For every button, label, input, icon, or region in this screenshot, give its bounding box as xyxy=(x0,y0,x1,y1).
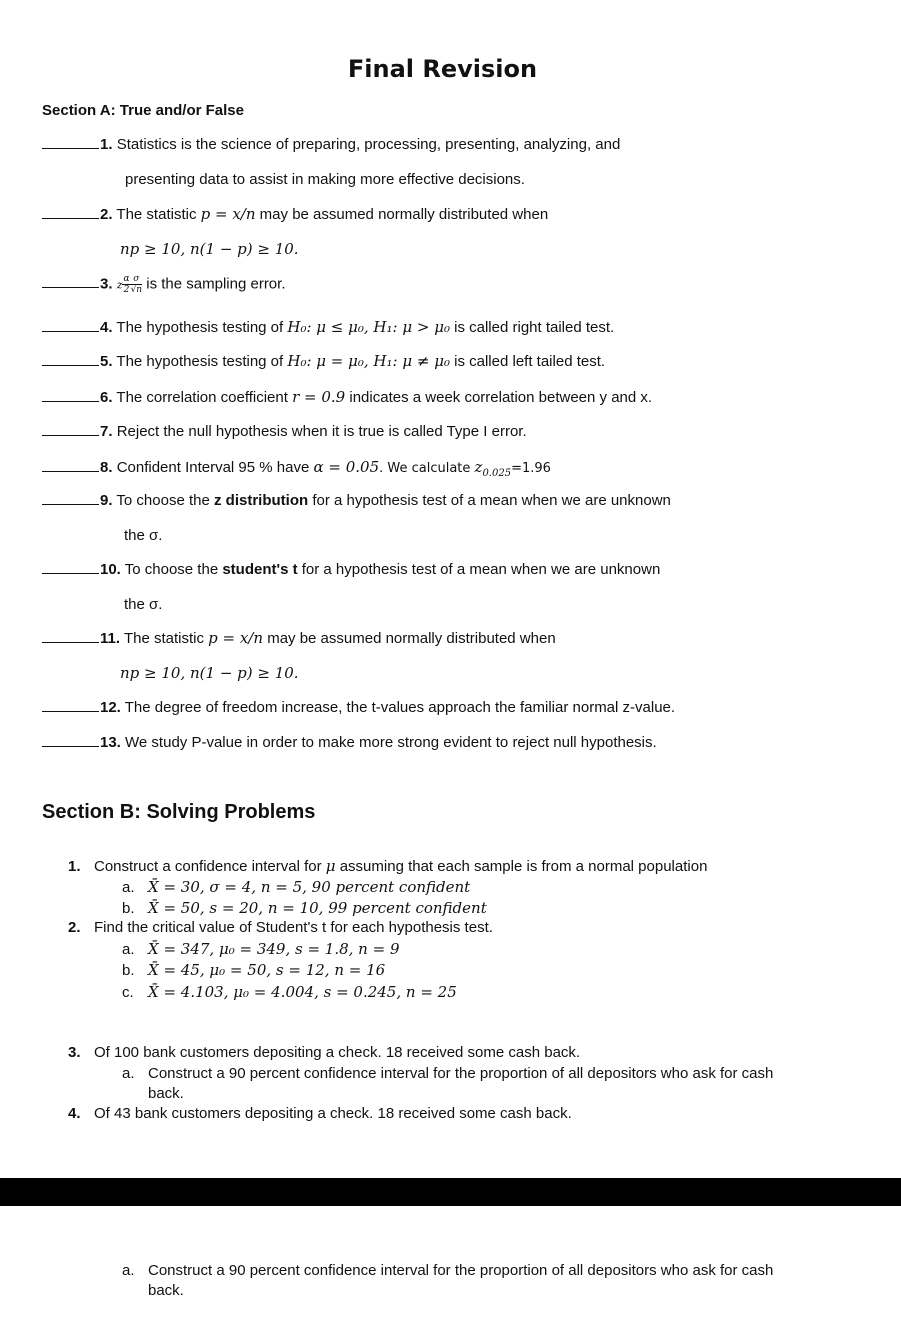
problem-2: 2. Find the critical value of Student's t for each hypothesis test. xyxy=(68,919,493,936)
alpha-over-two: $\frac{\alpha}{2}$ xyxy=(123,274,130,295)
answer-blank[interactable] xyxy=(42,710,99,712)
answer-blank[interactable] xyxy=(42,503,99,505)
question-1-continuation: presenting data to assist in making more effective decisions. xyxy=(125,171,525,188)
question-12: 12. The degree of freedom increase, the t-values approach the familiar normal z-value. xyxy=(42,699,675,716)
answer-blank[interactable] xyxy=(42,217,99,219)
answer-blank[interactable] xyxy=(42,470,99,472)
answer-blank[interactable] xyxy=(42,147,99,149)
answer-blank[interactable] xyxy=(42,572,99,574)
answer-blank[interactable] xyxy=(42,434,99,436)
problem-3a: a. Construct a 90 percent confidence interval for the proportion of all depositors who ask for cash xyxy=(122,1065,774,1082)
answer-blank[interactable] xyxy=(42,400,99,402)
question-2-continuation: np ≥ 10, n(1 − p) ≥ 10. xyxy=(120,240,299,258)
problem-2b: b. X̄ = 45, μ₀ = 50, s = 12, n = 16 xyxy=(122,961,386,979)
problem-1a: a. X̄ = 30, σ = 4, n = 5, 90 percent confident xyxy=(122,878,471,896)
section-b-heading: Section B: Solving Problems xyxy=(42,801,316,823)
answer-blank[interactable] xyxy=(42,286,99,288)
question-13: 13. We study P-value in order to make more strong evident to reject null hypothesis. xyxy=(42,734,657,751)
question-7: 7. Reject the null hypothesis when it is true is called Type I error. xyxy=(42,423,527,440)
question-2: 2. The statistic p = x/n may be assumed normally distributed when xyxy=(42,205,548,223)
problem-4a-continuation: back. xyxy=(148,1282,184,1299)
question-1: 1. Statistics is the science of preparing, processing, presenting, analyzing, and xyxy=(42,136,620,153)
answer-blank[interactable] xyxy=(42,364,99,366)
answer-blank[interactable] xyxy=(42,745,99,747)
question-9: 9. To choose the z distribution for a hypothesis test of a mean when we are unknown xyxy=(42,492,671,509)
question-4: 4. The hypothesis testing of H₀: μ ≤ μ₀, H₁: μ > μ₀ is called right tailed test. xyxy=(42,318,614,336)
question-8: 8. Confident Interval 95 % have α = 0.05. We calculate $z_{0.025}=1.96$ xyxy=(42,458,551,479)
question-3: 3. z $\frac{\alpha}{2}$ $\frac{\sigma}{√n}$ is the sampling error. xyxy=(42,274,286,295)
section-a-heading: Section A: True and/or False xyxy=(42,102,244,119)
question-11: 11. The statistic p = x/n may be assumed normally distributed when xyxy=(42,629,556,647)
problem-1b: b. X̄ = 50, s = 20, n = 10, 99 percent confident xyxy=(122,899,487,917)
problem-2c: c. X̄ = 4.103, μ₀ = 4.004, s = 0.245, n = 25 xyxy=(122,983,457,1001)
page-divider-band xyxy=(0,1178,901,1206)
answer-blank[interactable] xyxy=(42,330,99,332)
problem-2a: a. X̄ = 347, μ₀ = 349, s = 1.8, n = 9 xyxy=(122,940,400,958)
problem-4: 4. Of 43 bank customers depositing a check. 18 received some cash back. xyxy=(68,1105,572,1122)
problem-1: 1. Construct a confidence interval for μ assuming that each sample is from a normal population xyxy=(68,857,708,875)
answer-blank[interactable] xyxy=(42,641,99,643)
problem-3a-continuation: back. xyxy=(148,1085,184,1102)
question-9-continuation: the σ. xyxy=(124,527,163,544)
question-5: 5. The hypothesis testing of H₀: μ = μ₀, H₁: μ ≠ μ₀ is called left tailed test. xyxy=(42,352,605,370)
sigma-over-sqrt-n: $\frac{\sigma}{√n}$ xyxy=(130,274,143,295)
question-11-continuation: np ≥ 10, n(1 − p) ≥ 10. xyxy=(120,664,299,682)
problem-3: 3. Of 100 bank customers depositing a check. 18 received some cash back. xyxy=(68,1044,581,1061)
page-title: Final Revision xyxy=(347,55,538,83)
question-10: 10. To choose the student's t for a hypothesis test of a mean when we are unknown xyxy=(42,561,660,578)
problem-4a: a. Construct a 90 percent confidence interval for the proportion of all depositors who ask for cash xyxy=(122,1262,774,1279)
question-6: 6. The correlation coefficient r = 0.9 indicates a week correlation between y and x. xyxy=(42,388,652,406)
question-10-continuation: the σ. xyxy=(124,596,163,613)
